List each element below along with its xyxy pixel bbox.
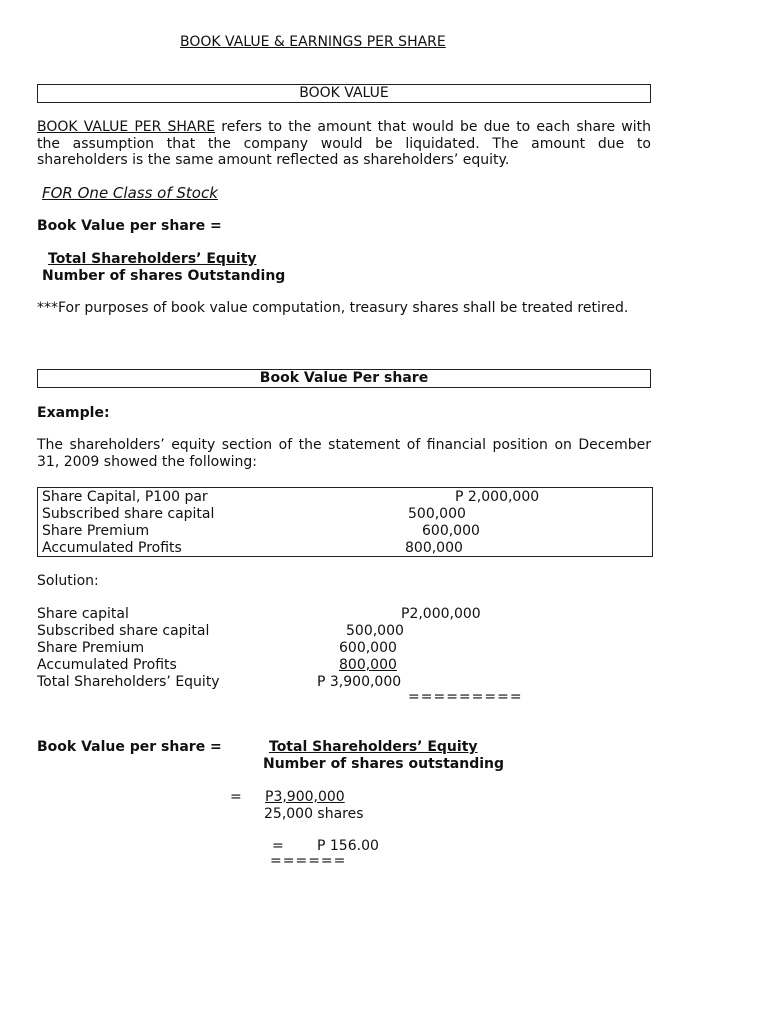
treasury-note: ***For purposes of book value computation, treasury shares shall be treated retired. <box>37 300 629 316</box>
section-heading-text: Book Value Per share <box>259 370 429 386</box>
denominator-value: 25,000 shares <box>264 806 364 822</box>
computation-numerator: Total Shareholders’ Equity <box>269 739 478 755</box>
section-heading-text: BOOK VALUE <box>299 85 389 101</box>
formula-lhs: Book Value per share = <box>37 218 222 234</box>
equity-table <box>37 487 653 557</box>
table-row-value: 500,000 <box>408 506 466 522</box>
solution-row-value: 800,000 <box>339 657 397 673</box>
result-value: P 156.00 <box>317 838 379 854</box>
numerator-value: P3,900,000 <box>265 789 345 805</box>
result-rule: ====== <box>270 853 347 869</box>
table-row-label: Share Premium <box>42 523 150 539</box>
computation-denominator: Number of shares outstanding <box>263 756 505 772</box>
table-row-value: P 2,000,000 <box>455 489 540 505</box>
solution-label: Solution: <box>37 573 99 589</box>
section-heading-bvps <box>37 369 651 388</box>
table-row-label: Share Capital, P100 par <box>42 489 208 505</box>
table-row-value: 800,000 <box>405 540 463 556</box>
formula-numerator: Total Shareholders’ Equity <box>48 251 257 267</box>
table-row-value: 600,000 <box>422 523 480 539</box>
solution-row-value: P 3,900,000 <box>317 674 402 690</box>
definition-paragraph <box>37 119 651 169</box>
solution-row-label: Accumulated Profits <box>37 657 177 673</box>
solution-row-label: Share capital <box>37 606 129 622</box>
solution-row-value: P2,000,000 <box>401 606 481 622</box>
solution-row-label: Total Shareholders’ Equity <box>37 674 220 690</box>
formula-denominator: Number of shares Outstanding <box>42 268 286 284</box>
section-heading-book-value <box>37 84 651 103</box>
solution-row-value: 500,000 <box>346 623 404 639</box>
one-class-heading: FOR One Class of Stock <box>42 184 218 202</box>
computation-lhs: Book Value per share = <box>37 739 222 755</box>
definition-term: BOOK VALUE PER SHARE <box>37 119 216 135</box>
solution-row-value: 600,000 <box>339 640 397 656</box>
page-title: BOOK VALUE & EARNINGS PER SHARE <box>180 34 446 50</box>
example-label: Example: <box>37 405 110 421</box>
solution-row-label: Share Premium <box>37 640 145 656</box>
table-row-label: Accumulated Profits <box>42 540 182 556</box>
definition-text: refers to the amount that would be due to each share with the assumption that the company would be liquidated. The amount due to shareholders is the same amount reflected as shareholders’ equity. <box>37 119 651 168</box>
equals-sign: = <box>230 789 242 805</box>
table-row-label: Subscribed share capital <box>42 506 215 522</box>
equals-sign: = <box>272 838 284 854</box>
example-text: The shareholders’ equity section of the statement of financial position on December 31, 2009 showed the following: <box>37 437 651 470</box>
solution-row-label: Subscribed share capital <box>37 623 210 639</box>
double-rule: ========= <box>408 689 523 705</box>
